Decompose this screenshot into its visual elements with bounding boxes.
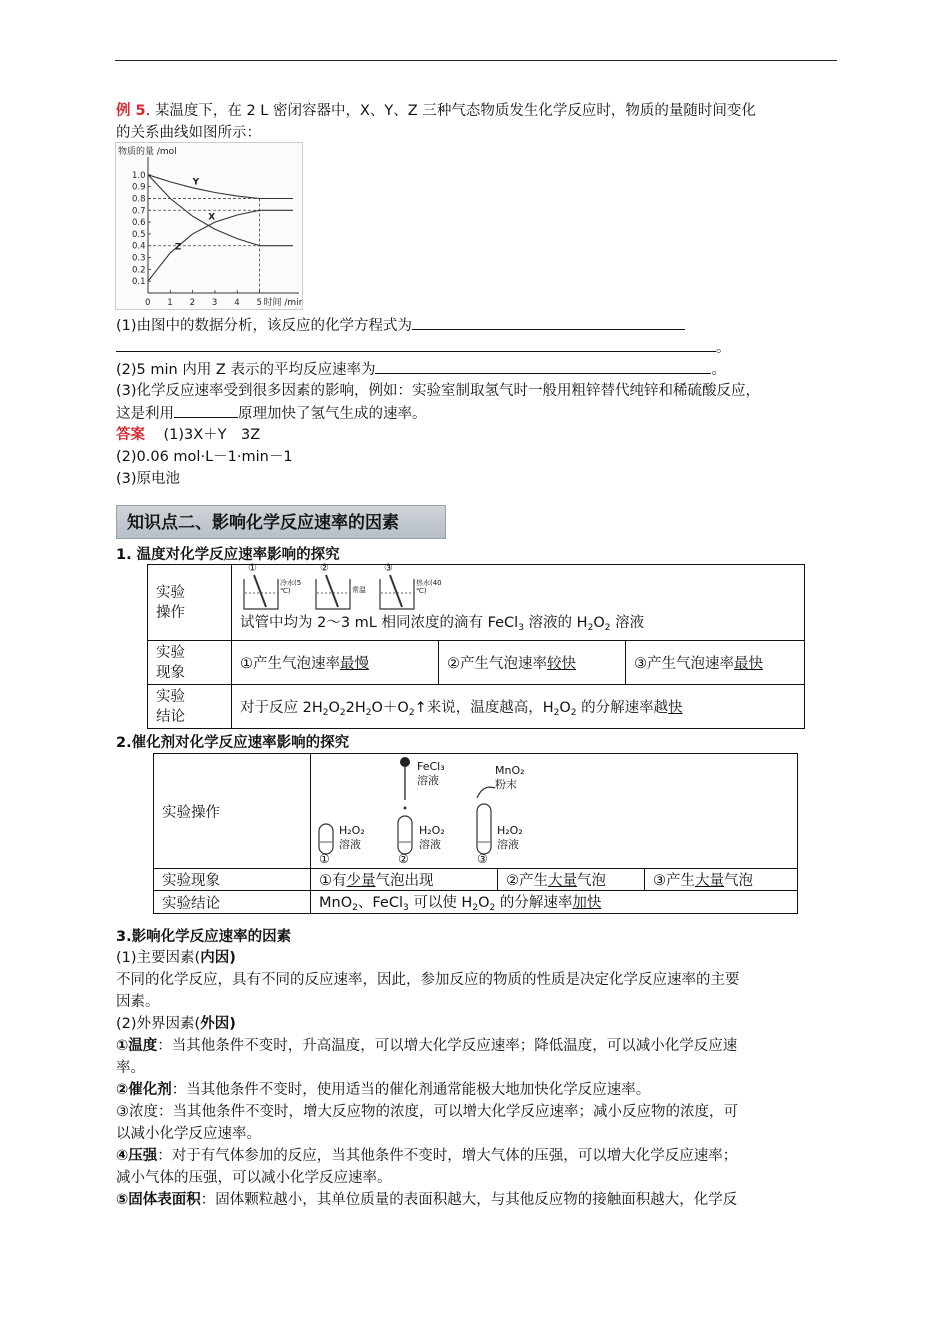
chart-svg xyxy=(116,143,302,309)
temperature-figure: ① 冷水(5 ℃) ② 常温 ③ 热水(40 ℃) xyxy=(240,565,796,613)
temperature-table xyxy=(147,564,805,729)
x-tick-label: 2 xyxy=(189,298,196,308)
catalyst-figure: FeCl₃ 溶液 MnO₂ 粉末 H₂O₂ 溶液 H₂O₂ 溶液 H₂O₂ 溶液 ① ② ③ xyxy=(311,754,541,868)
x-tick-label: 5 xyxy=(256,298,262,308)
catalyst-table xyxy=(153,753,798,914)
t1-conclusion: 对于反应 $2H_2O_22H_2O+O_2↑$来说，温度越高，$H_2O_2$ 的分解速率越快 xyxy=(232,685,805,729)
top-rule xyxy=(115,60,837,61)
y-tick-label: 0.6 xyxy=(132,218,146,229)
q2-blank[interactable] xyxy=(375,359,711,374)
t2-row2-label: 实验现象 xyxy=(154,869,311,891)
question-3-line2: 这是利用 原理加快了氢气生成的速率。 xyxy=(116,403,427,424)
y-tick-label: 0.9 xyxy=(132,182,146,193)
item-concentration-line2: 以减小化学反应速率。 xyxy=(116,1126,261,1142)
y-tick-label: 0.5 xyxy=(132,229,146,240)
t1-row3-label: 实验 结论 xyxy=(148,685,232,729)
question-3-line1: (3)化学反应速率受到很多因素的影响，例如：实验室制取氢气时一般用粗锌替代纯锌和稀硫酸反应， xyxy=(116,383,761,399)
t2-phenomenon-3: ③产生大量气泡 xyxy=(645,869,798,891)
x-axis-label: 时间 /min xyxy=(263,298,302,308)
y-tick-label: 0.4 xyxy=(132,241,146,252)
t2-row1-label: 实验操作 xyxy=(154,754,311,869)
y-tick-label: 0.8 xyxy=(132,194,146,205)
t1-phenomenon-3: ③产生气泡速率最快 xyxy=(626,641,805,685)
t1-row2-label: 实验 现象 xyxy=(148,641,232,685)
q1-blank[interactable] xyxy=(412,315,685,330)
example-intro-line2: 的关系曲线如图所示： xyxy=(116,125,261,141)
factor-1-heading: (1)主要因素(内因) xyxy=(116,950,236,966)
heading-factors: 3.影响化学反应速率的因素 xyxy=(116,929,292,945)
x-tick-label: 0 xyxy=(145,298,151,308)
answer-label: 答案 xyxy=(116,427,145,443)
y-tick-label: 0.7 xyxy=(132,206,146,217)
t1-op-cell xyxy=(232,565,805,641)
t1-op-text: 试管中均为 2～3 mL 相同浓度的滴有 FeCl$_3$ 溶液的 $H_2O_2$ 溶液 xyxy=(240,615,645,633)
x-tick-label: 3 xyxy=(211,298,218,308)
series-label-z: Z xyxy=(174,242,182,253)
y-tick-label: 0.1 xyxy=(132,277,146,288)
y-tick-label: 0.2 xyxy=(132,265,146,276)
y-axis-label: 物质的量 /mol xyxy=(118,147,177,157)
q3-blank[interactable] xyxy=(174,403,238,418)
t2-op-cell xyxy=(311,754,798,869)
t2-phenomenon-2: ②产生大量气泡 xyxy=(498,869,645,891)
heading-catalyst: 2.催化剂对化学反应速率影响的探究 xyxy=(116,735,350,751)
beaker-2-icon xyxy=(312,573,356,613)
y-tick-label: 0.3 xyxy=(132,253,146,264)
item-pressure-line1: ④压强：对于有气体参加的反应，当其他条件不变时，增大气体的压强，可以增大化学反应速率； xyxy=(116,1148,738,1164)
t1-row1-label: 实验 操作 xyxy=(148,565,232,641)
beaker-1-icon xyxy=(240,573,284,613)
item-concentration-line1: ③浓度：当其他条件不变时，增大反应物的浓度，可以增大化学反应速率；减小反应物的浓度，可 xyxy=(116,1104,738,1120)
item-temperature-line2: 率。 xyxy=(116,1060,145,1076)
item-surface-area: ⑤固体表面积：固体颗粒越小，其单位质量的表面积越大，与其他反应物的接触面积越大，化学反 xyxy=(116,1192,738,1208)
y-tick-label: 1.0 xyxy=(132,170,146,181)
t2-conclusion: MnO$_2$、FeCl$_3$ 可以使 $H_2O_2$ 的分解速率加快 xyxy=(311,891,798,914)
beaker-3-icon xyxy=(376,573,420,613)
series-label-y: Y xyxy=(192,177,200,188)
heading-temperature: 1. 温度对化学反应速率影响的探究 xyxy=(116,547,340,563)
question-2: (2)5 min 内用 Z 表示的平均反应速率为 。 xyxy=(116,359,726,380)
item-catalyst: ②催化剂：当其他条件不变时，使用适当的催化剂通常能极大地加快化学反应速率。 xyxy=(116,1082,651,1098)
x-tick-label: 4 xyxy=(234,298,240,308)
answer-line3: (3)原电池 xyxy=(116,471,181,487)
answer-line2: (2)0.06 mol·L－1·min－1 xyxy=(116,449,293,465)
x-tick-label: 1 xyxy=(167,298,173,308)
t2-phenomenon-1: ①有少量气泡出现 xyxy=(311,869,498,891)
question-1: (1)由图中的数据分析，该反应的化学方程式为 xyxy=(116,315,685,336)
q1-blank-2[interactable] xyxy=(116,337,716,352)
item-pressure-line2: 减小气体的压强，可以减小化学反应速率。 xyxy=(116,1170,392,1186)
factor-1-line2: 因素。 xyxy=(116,994,160,1010)
example-label: 例 5 xyxy=(116,103,146,119)
reaction-chart xyxy=(115,142,303,310)
factor-2-heading: (2)外界因素(外因) xyxy=(116,1016,236,1032)
series-label-x: X xyxy=(208,212,216,223)
t1-phenomenon-2: ②产生气泡速率较快 xyxy=(439,641,626,685)
factor-1-line1: 不同的化学反应，具有不同的反应速率，因此，参加反应的物质的性质是决定化学反应速率的主要 xyxy=(116,972,740,988)
example-intro-line1: 例 5. 某温度下，在 2 L 密闭容器中，X、Y、Z 三种气态物质发生化学反应时，物质的量随时间变化 xyxy=(116,103,756,119)
answer-line1: 答案 (1)3X＋Y 3Z xyxy=(116,427,261,443)
t1-phenomenon-1: ①产生气泡速率最慢 xyxy=(232,641,439,685)
series-line-y xyxy=(148,175,293,199)
item-temperature-line1: ①温度：当其他条件不变时，升高温度，可以增大化学反应速率；降低温度，可以减小化学反应速 xyxy=(116,1038,738,1054)
t2-row3-label: 实验结论 xyxy=(154,891,311,914)
section-banner: 知识点二、影响化学反应速率的因素 xyxy=(116,505,446,539)
question-1-cont: 。 xyxy=(116,337,731,358)
